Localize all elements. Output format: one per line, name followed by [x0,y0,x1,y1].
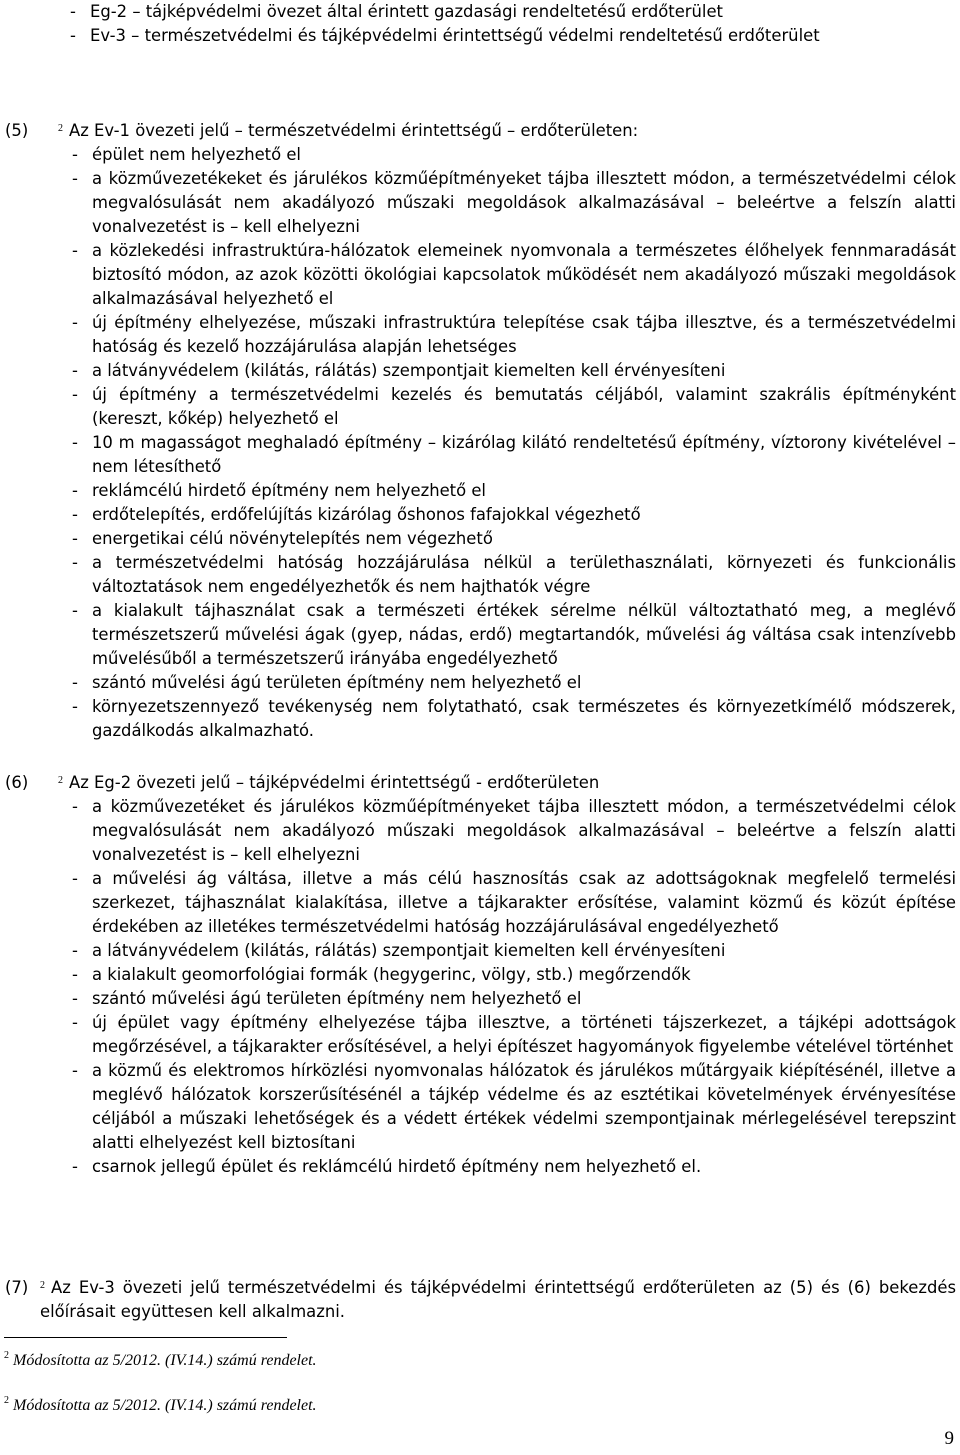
list-item [0,527,960,551]
list-dash: - [72,1061,78,1080]
paragraph-5 [0,119,960,743]
list-dash: - [72,797,78,816]
footnote-ref: 2 [40,1280,45,1291]
list-item-text: Eg-2 – tájképvédelmi övezet által érintett gazdasági rendeltetésű erdőterület [90,2,723,21]
paragraph-7 [0,1276,960,1324]
list-item-text: energetikai célú növénytelepítés nem végezhető [92,529,493,548]
paragraph-lead-text: Az Ev-1 övezeti jelű – természetvédelmi érintettségű – erdőterületen: [69,121,639,140]
list-item-text: a látványvédelem (kilátás, rálátás) szempontjait kiemelten kell érvényesíteni [92,941,726,960]
list-item [0,867,960,939]
list-item [0,431,960,479]
list-item-text: Ev-3 – természetvédelmi és tájképvédelmi érintettségű védelmi rendeltetésű erdőterület [90,26,820,45]
list-item [0,24,960,48]
list-item [0,551,960,599]
top-list [0,0,960,48]
list-item [0,0,960,24]
list-item-text: 10 m magasságot meghaladó építmény – kizárólag kilátó rendeltetésű építmény, víztorony kivételével – nem létesíthető [92,433,956,476]
paragraph-7-text [0,1276,960,1324]
list-item [0,671,960,695]
list-dash: - [72,1157,78,1176]
list-item [0,167,960,239]
paragraph-number: (5) [5,121,29,140]
list-dash: - [72,169,78,188]
list-item-text: a művelési ág váltása, illetve a más célú hasznosítás csak az adottságoknak megfelelő termelési szerkezet, tájhasználat kialakítása, illetve a tájkarakter erősítése, valamint közmű és közút építése érdekében az illetékes természetvédelmi hatóság hozzájárulásával engedélyezhető [92,869,956,936]
list-dash: - [72,313,78,332]
paragraph-lead-text: Az Eg-2 övezeti jelű – tájképvédelmi érintettségű - erdőterületen [69,773,600,792]
list-dash: - [72,433,78,452]
footnote-mark: 2 [4,1395,9,1406]
list-item [0,1155,960,1179]
list-item [0,143,960,167]
list-item-text: csarnok jellegű épület és reklámcélú hirdető építmény nem helyezhető el. [92,1157,702,1176]
footnote-separator [4,1337,287,1338]
paragraph-6 [0,771,960,1179]
list-dash: - [72,989,78,1008]
paragraph-body-text: Az Ev-3 övezeti jelű természetvédelmi és tájképvédelmi érintettségű erdőterületen az (5) és (6) bekezdés előírásait együttesen kell alkalmazni. [40,1278,956,1321]
list-item [0,239,960,311]
list-dash: - [72,361,78,380]
list-item [0,795,960,867]
paragraph-5-list [0,143,960,743]
list-item [0,695,960,743]
list-dash: - [72,241,78,260]
list-item [0,479,960,503]
list-dash: - [72,941,78,960]
footnote-text: Módosította az 5/2012. (IV.14.) számú rendelet. [13,1352,317,1369]
list-item [0,599,960,671]
footnote-2 [4,1397,317,1415]
paragraph-6-list [0,795,960,1179]
list-item-text: új építmény a természetvédelmi kezelés és bemutatás céljából, valamint szakrális építményként (kereszt, kőkép) helyezhető el [92,385,956,428]
list-item [0,963,960,987]
list-dash: - [72,553,78,572]
list-item-text: a közlekedési infrastruktúra-hálózatok elemeinek nyomvonala a természetes élőhelyek fennmaradását biztosító módon, az azok közötti ökológiai kapcsolatok működését nem akadályozó műszaki megoldások alkalmazásával helyezhető el [92,241,956,308]
list-item-text: új építmény elhelyezése, műszaki infrastruktúra telepítése csak tájba illesztve, és a természetvédelmi hatóság és kezelő hozzájárulása alapján lehetséges [92,313,956,356]
list-item [0,383,960,431]
list-dash: - [72,869,78,888]
list-item-text: a természetvédelmi hatóság hozzájárulása nélkül a területhasználati, környezeti és funkcionális változtatások nem engedélyezhetők és nem hajthatók végre [92,553,956,596]
list-dash: - [70,26,76,45]
list-item-text: szántó művelési ágú területen építmény nem helyezhető el [92,673,582,692]
list-dash: - [72,385,78,404]
list-item-text: épület nem helyezhető el [92,145,301,164]
list-item-text: a közművezetéket és járulékos közműépítményeket tájba illesztett módon, a természetvédelmi célok megvalósulását nem akadályozó műszaki megoldások alkalmazásával – beleértve a felszín alatti vonalvezetést is – kell elhelyezni [92,797,956,864]
list-item-text: új épület vagy építmény elhelyezése tájba illesztve, a történeti tájszerkezet, a tájképi adottságok megőrzésével, a tájkarakter erősítésével, a helyi építészet hagyományok figyelembe vételével történhet [92,1013,956,1056]
list-dash: - [72,673,78,692]
footnote-text: Módosította az 5/2012. (IV.14.) számú rendelet. [13,1397,317,1414]
list-item [0,1011,960,1059]
list-item [0,359,960,383]
footnote-mark: 2 [4,1350,9,1361]
list-dash: - [72,697,78,716]
paragraph-number: (7) [5,1278,29,1297]
paragraph-6-lead [0,771,960,795]
list-item-text: a közmű és elektromos hírközlési nyomvonalas hálózatok és járulékos műtárgyaik kiépítésénél, illetve a meglévő hálózatok korszerűsítésénél a tájkép védelme és az esztétikai követelmények érvényesítése céljából a műszaki lehetőségek és a védett értékek védelmi szempontjainak mérlegelésével terepszint alatti elhelyezést kell biztosítani [92,1061,956,1152]
list-item-text: a látványvédelem (kilátás, rálátás) szempontjait kiemelten kell érvényesíteni [92,361,726,380]
list-dash: - [72,965,78,984]
page-number: 9 [944,1428,954,1449]
list-item-text: erdőtelepítés, erdőfelújítás kizárólag őshonos fafajokkal végezhető [92,505,641,524]
list-dash: - [72,601,78,620]
list-dash: - [72,529,78,548]
list-item-text: a kialakult geomorfológiai formák (hegygerinc, völgy, stb.) megőrzendők [92,965,691,984]
list-item-text: környezetszennyező tevékenység nem folytatható, csak természetes és környezetkímélő módszerek, gazdálkodás alkalmazható. [92,697,956,740]
list-item-text: szántó művelési ágú területen építmény nem helyezhető el [92,989,582,1008]
list-item-text: a kialakult tájhasználat csak a természeti értékek sérelme nélkül változtatható meg, a meglévő természetszerű művelési ágak (gyep, nádas, erdő) megtartandók, művelési ág váltása csak intenzívebb művelésűből a természetszerű irányába engedélyezhető [92,601,956,668]
footnote-ref: 2 [58,775,63,786]
paragraph-5-lead [0,119,960,143]
list-dash: - [72,481,78,500]
footnote-ref: 2 [58,123,63,134]
list-dash: - [72,145,78,164]
list-dash: - [72,1013,78,1032]
list-dash: - [72,505,78,524]
list-item [0,1059,960,1155]
list-item [0,503,960,527]
paragraph-number: (6) [5,773,29,792]
list-item [0,311,960,359]
list-item [0,987,960,1011]
list-item [0,939,960,963]
list-item-text: reklámcélú hirdető építmény nem helyezhető el [92,481,486,500]
footnote-1 [4,1352,317,1370]
list-dash: - [70,2,76,21]
list-item-text: a közművezetékeket és járulékos közműépítményeket tájba illesztett módon, a természetvédelmi célok megvalósulását nem akadályozó műszaki megoldások alkalmazásával – beleértve a felszín alatti vonalvezetést is – kell elhelyezni [92,169,956,236]
